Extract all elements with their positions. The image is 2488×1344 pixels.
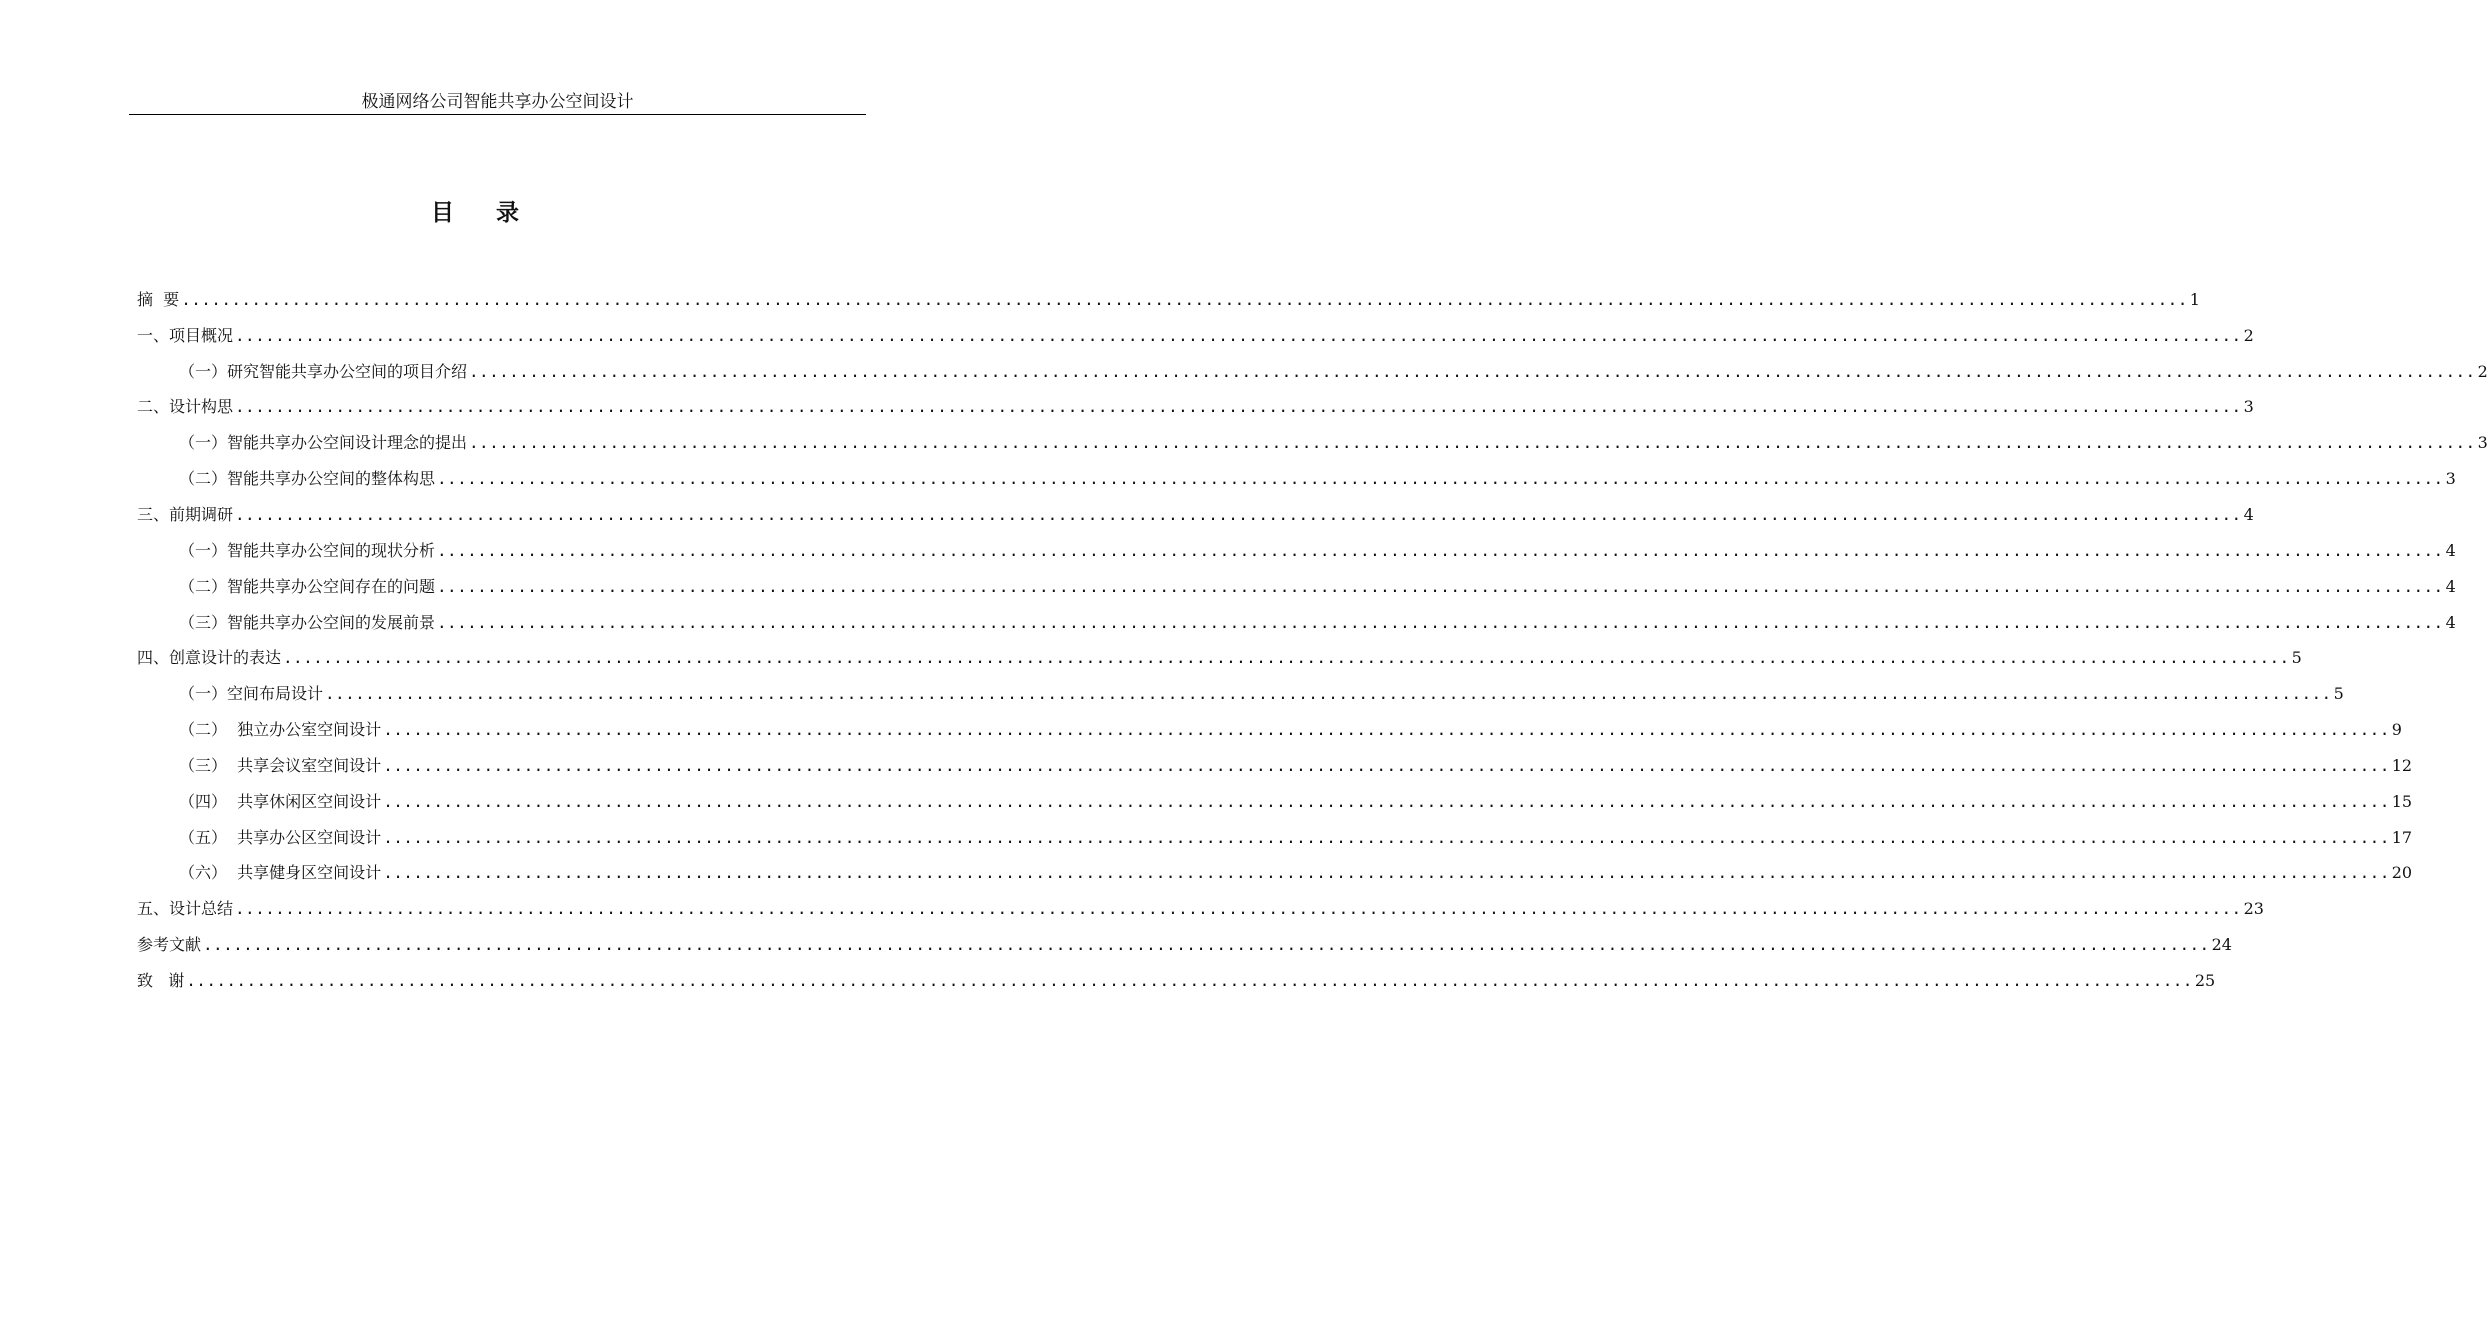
toc-entry-label: （四） 共享休闲区空间设计	[179, 791, 382, 811]
toc-entry-label: （二）智能共享办公空间的整体构思	[179, 469, 436, 489]
toc-entry-page-number: 3	[2243, 397, 2254, 417]
dot-leader: ........................................................................................................................................................................................................	[437, 469, 2444, 489]
dot-leader: ........................................................................................................................................................................................................	[235, 397, 2242, 417]
toc-entry-page-number: 5	[2333, 684, 2344, 704]
dot-leader: ........................................................................................................................................................................................................	[383, 791, 2390, 811]
toc-entry-page-number: 3	[2477, 433, 2488, 453]
dot-leader: ........................................................................................................................................................................................................	[203, 935, 2210, 955]
dot-leader: ........................................................................................................................................................................................................	[383, 863, 2390, 883]
toc-entry-label: （六） 共享健身区空间设计	[179, 863, 382, 883]
dot-leader: ........................................................................................................................................................................................................	[325, 684, 2332, 704]
table-of-contents	[137, 282, 2488, 999]
toc-entry-label: 摘 要	[137, 289, 180, 309]
toc-entry-label: （二） 独立办公室空间设计	[179, 720, 382, 740]
toc-entry-label: （一）研究智能共享办公空间的项目介绍	[179, 361, 468, 381]
toc-entry-page-number: 2	[2243, 325, 2254, 345]
dot-leader: ........................................................................................................................................................................................................	[283, 648, 2290, 668]
header-rule	[129, 114, 866, 115]
toc-entry[interactable]	[137, 963, 2216, 999]
toc-entry-page-number: 2	[2477, 361, 2488, 381]
toc-entry-label: 四、创意设计的表达	[137, 648, 282, 668]
toc-entry[interactable]	[137, 318, 2254, 354]
toc-entry[interactable]	[137, 820, 2413, 856]
toc-entry-label: （三）智能共享办公空间的发展前景	[179, 612, 436, 632]
toc-entry[interactable]	[137, 461, 2456, 497]
toc-heading-char: 目	[431, 199, 454, 226]
toc-entry-label: （一）智能共享办公空间设计理念的提出	[179, 433, 468, 453]
dot-leader: ........................................................................................................................................................................................................	[235, 325, 2242, 345]
toc-entry-page-number: 4	[2445, 612, 2456, 632]
dot-leader: ........................................................................................................................................................................................................	[186, 970, 2193, 990]
toc-entry-page-number: 12	[2391, 755, 2413, 775]
toc-entry-label: （五） 共享办公区空间设计	[179, 827, 382, 847]
toc-entry-label: 一、项目概况	[137, 325, 234, 345]
toc-entry-page-number: 4	[2243, 504, 2254, 524]
toc-entry-page-number: 20	[2391, 863, 2413, 883]
toc-entry-page-number: 23	[2243, 899, 2264, 919]
toc-entry[interactable]	[137, 533, 2456, 569]
toc-entry-label: 五、设计总结	[137, 899, 234, 919]
toc-entry-label: （一）智能共享办公空间的现状分析	[179, 540, 436, 560]
toc-entry-label: 参考文献	[137, 935, 202, 955]
toc-entry[interactable]	[137, 748, 2413, 784]
toc-entry-page-number: 17	[2391, 827, 2413, 847]
toc-entry[interactable]	[137, 497, 2254, 533]
dot-leader: ........................................................................................................................................................................................................	[235, 899, 2242, 919]
toc-entry-label: 二、设计构思	[137, 397, 234, 417]
dot-leader: ........................................................................................................................................................................................................	[235, 504, 2242, 524]
dot-leader: ........................................................................................................................................................................................................	[437, 540, 2444, 560]
running-header-title: 极通网络公司智能共享办公空间设计	[361, 92, 634, 112]
dot-leader: ........................................................................................................................................................................................................	[383, 755, 2390, 775]
toc-entry-page-number: 3	[2445, 469, 2456, 489]
toc-entry-page-number: 5	[2291, 648, 2302, 668]
dot-leader: ........................................................................................................................................................................................................	[437, 576, 2444, 596]
toc-entry-label: （二）智能共享办公空间存在的问题	[179, 576, 436, 596]
toc-heading	[0, 197, 950, 229]
toc-entry[interactable]	[137, 712, 2402, 748]
toc-entry[interactable]	[137, 676, 2344, 712]
toc-entry[interactable]	[137, 425, 2488, 461]
toc-heading-char: 录	[496, 199, 519, 226]
toc-entry[interactable]	[137, 856, 2413, 892]
toc-entry-label: （一）空间布局设计	[179, 684, 324, 704]
toc-entry-label: （三） 共享会议室空间设计	[179, 755, 382, 775]
toc-entry-page-number: 15	[2391, 791, 2413, 811]
toc-entry[interactable]	[137, 282, 2200, 318]
toc-entry-page-number: 4	[2445, 576, 2456, 596]
toc-entry[interactable]	[137, 605, 2456, 641]
dot-leader: ........................................................................................................................................................................................................	[437, 612, 2444, 632]
toc-entry[interactable]	[137, 927, 2232, 963]
toc-entry-label: 三、前期调研	[137, 504, 234, 524]
toc-entry[interactable]	[137, 569, 2456, 605]
toc-entry[interactable]	[137, 390, 2254, 426]
toc-entry-page-number: 4	[2445, 540, 2456, 560]
dot-leader: ........................................................................................................................................................................................................	[383, 720, 2390, 740]
dot-leader: ........................................................................................................................................................................................................	[181, 289, 2188, 309]
dot-leader: ........................................................................................................................................................................................................	[383, 827, 2390, 847]
toc-entry-page-number: 1	[2189, 289, 2200, 309]
dot-leader: ........................................................................................................................................................................................................	[469, 361, 2476, 381]
toc-entry-label: 致 谢	[137, 970, 185, 990]
toc-entry-page-number: 25	[2194, 970, 2216, 990]
toc-entry-page-number: 9	[2391, 720, 2402, 740]
toc-entry[interactable]	[137, 354, 2488, 390]
toc-entry[interactable]	[137, 784, 2413, 820]
dot-leader: ........................................................................................................................................................................................................	[469, 433, 2476, 453]
toc-entry[interactable]	[137, 640, 2302, 676]
toc-entry[interactable]	[137, 891, 2264, 927]
toc-entry-page-number: 24	[2211, 935, 2232, 955]
